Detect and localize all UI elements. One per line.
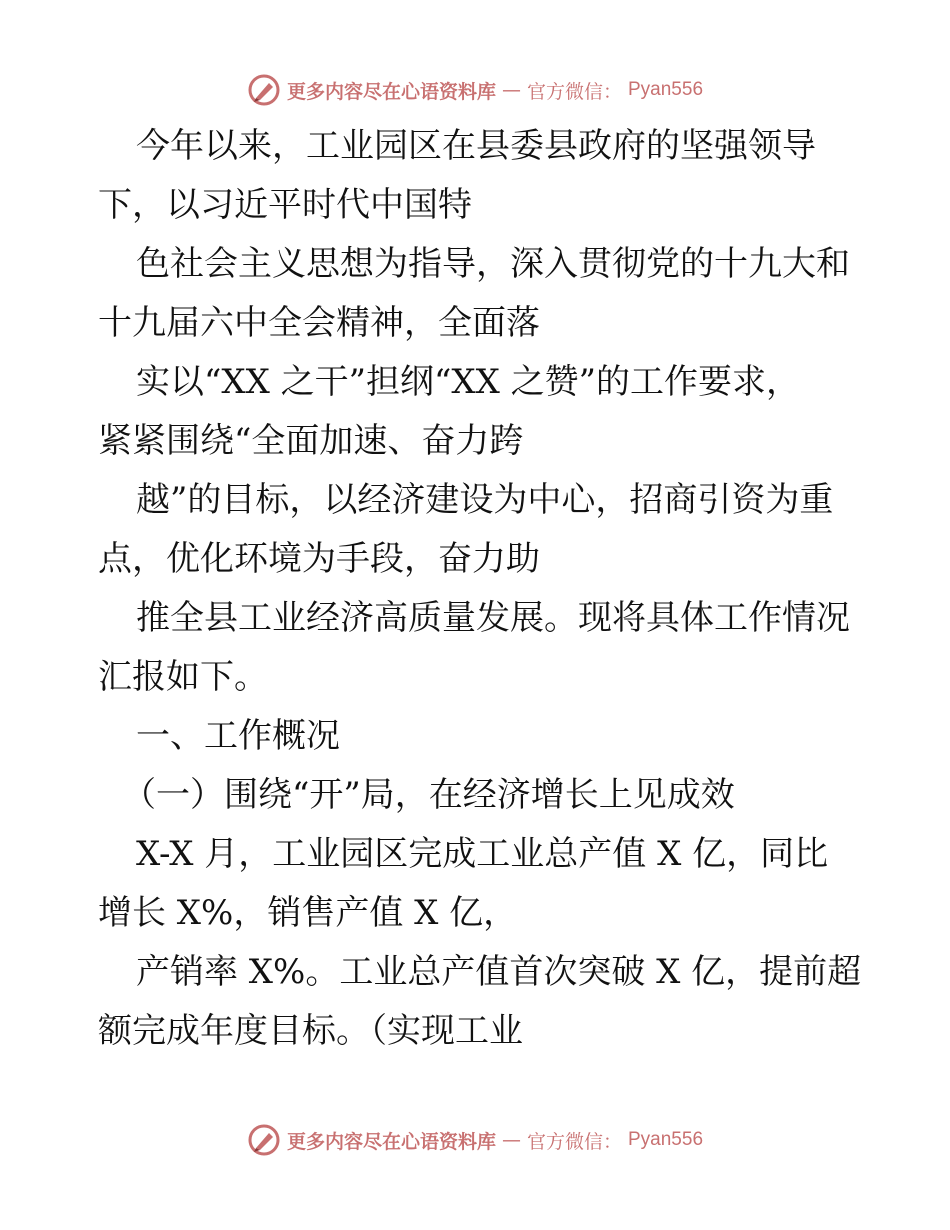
- section-heading-1: 一、工作概况: [136, 716, 340, 756]
- footer-wechat-id: Pyan556: [628, 1129, 704, 1150]
- header-wechat-label: 官方微信：: [526, 80, 622, 103]
- body-line-2: 下，以习近平时代中国特: [98, 185, 472, 225]
- body-line-10: 汇报如下。: [98, 657, 268, 697]
- header-wechat-id: Pyan556: [628, 79, 704, 100]
- footer-dash: —: [501, 1129, 521, 1151]
- pen-logo-icon: [247, 1123, 281, 1157]
- footer-site-name: 更多内容尽在心语资料库: [286, 1130, 496, 1153]
- body-line-5: 实以“XX 之干”担纲“XX 之赞”的工作要求，: [136, 362, 800, 402]
- footer-wechat-label: 官方微信：: [526, 1130, 622, 1153]
- body-line-15: 产销率 X%。工业总产值首次突破 X 亿，提前超: [136, 952, 862, 992]
- body-line-8: 点，优化环境为手段，奋力助: [98, 539, 540, 579]
- subsection-heading-1: （一）围绕“开”局，在经济增长上见成效: [122, 775, 735, 815]
- pen-logo-icon: [247, 73, 281, 107]
- footer-watermark: [0, 1120, 950, 1160]
- body-line-13: X-X 月，工业园区完成工业总产值 X 亿，同比: [136, 834, 829, 874]
- header-watermark: [0, 70, 950, 110]
- body-line-4: 十九届六中全会精神，全面落: [98, 303, 540, 343]
- body-line-16: 额完成年度目标。（实现工业: [98, 1011, 523, 1051]
- body-line-14: 增长 X%，销售产值 X 亿，: [98, 893, 518, 933]
- header-dash: —: [501, 79, 521, 101]
- document-body: [98, 117, 862, 1061]
- body-line-7: 越”的目标，以经济建设为中心，招商引资为重: [136, 480, 834, 520]
- body-line-6: 紧紧围绕“全面加速、奋力跨: [98, 421, 524, 461]
- body-line-9: 推全县工业经济高质量发展。现将具体工作情况: [136, 598, 850, 638]
- header-site-name: 更多内容尽在心语资料库: [286, 80, 496, 103]
- body-line-1: 今年以来，工业园区在县委县政府的坚强领导: [136, 126, 816, 166]
- body-line-3: 色社会主义思想为指导，深入贯彻党的十九大和: [136, 244, 850, 284]
